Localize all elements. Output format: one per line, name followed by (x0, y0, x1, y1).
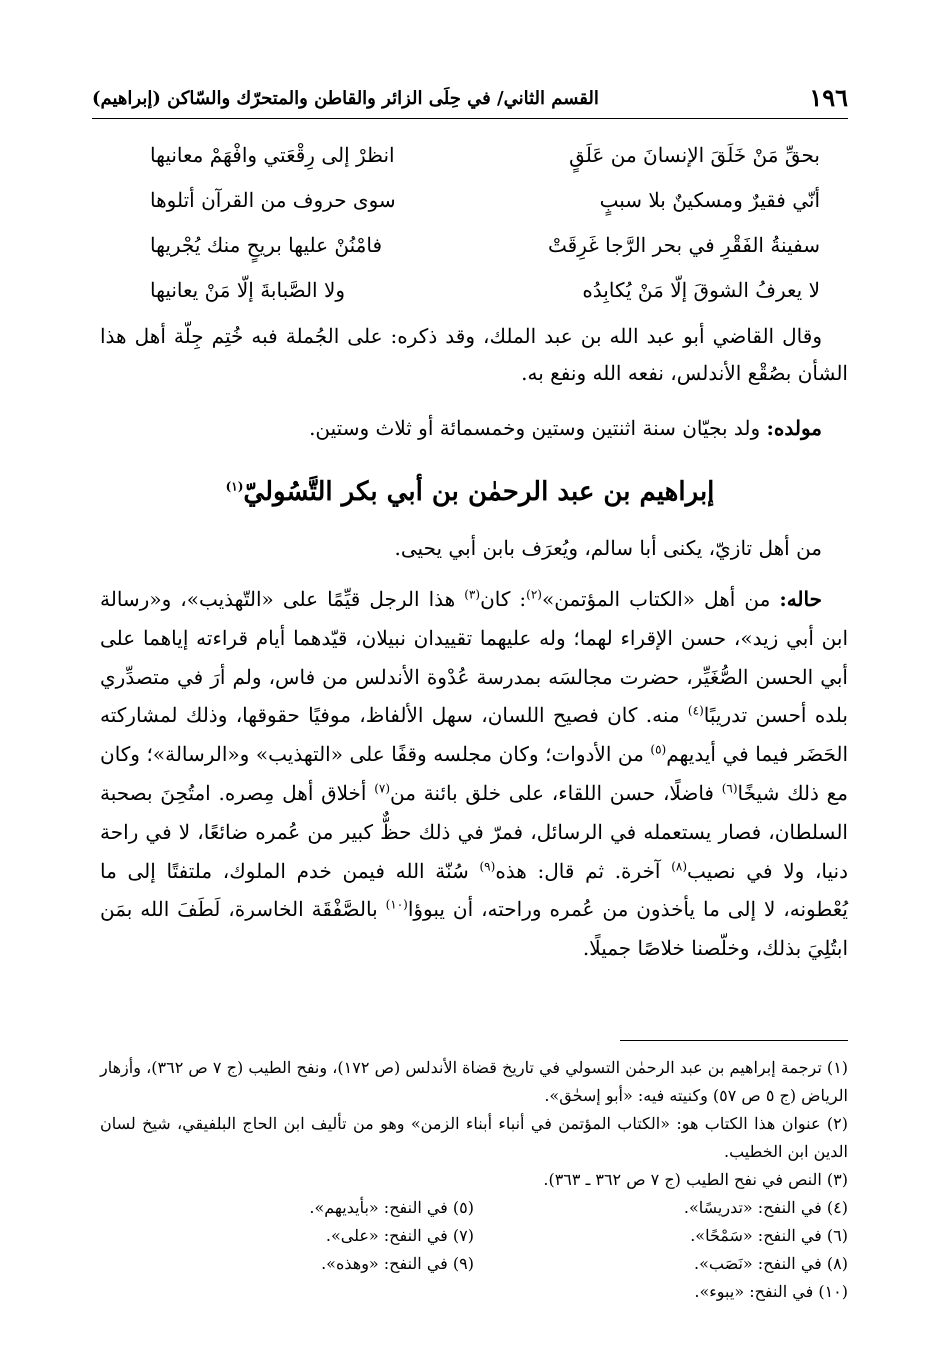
paragraph-hal (100, 580, 848, 968)
mawlid-text: ولد بجيّان سنة اثنتين وستين وخمسمائة أو ثلاث وستين. (309, 416, 761, 440)
footnote-row (100, 1278, 848, 1306)
footnote-ref[interactable]: (٢) (526, 587, 542, 602)
paragraph-text: وقال القاضي أبو عبد الله بن عبد الملك، وقد ذكره: على الجُملة فبه خُتِم جِلّة أهل هذا الشأن بصُقْع الأندلس، نفعه الله ونفع به. (100, 324, 848, 385)
hal-text: : كان (480, 587, 527, 611)
footnote-ref[interactable]: (٧) (374, 781, 391, 796)
footnote-ref[interactable]: (٣) (464, 587, 481, 602)
footnote-9: (٩) في النفح: «وهذه». (321, 1254, 474, 1273)
hal-text: فاضلًا، حسن اللقاء، على خلق بائنة من (390, 780, 722, 805)
footnote-8: (٨) في النفح: «نَصَب». (694, 1254, 848, 1273)
paragraph-qadi (100, 318, 848, 392)
footnote-4: (٤) في النفح: «تدريسًا». (683, 1198, 848, 1217)
header-rule (92, 118, 848, 119)
hal-text: من الأدوات؛ وكان مجلسه وقفًا على «التهذيب» و«الرسالة»؛ وكان مع ذلك شيخًا (100, 742, 849, 805)
hal-text: هذا الرجل قيِّمًا على «التّهذيب»، و«رسالة ابن أبي زيد»، حسن الإقراء لهما؛ وله عليهما تقييدان نبيلان، قيّدهما أيام قراءته إياهما على أبي الحسن الصُّغَيِّر، حضرت مجالسَه بمدرسة عُدْوة الأندلس من فاس، ولم أرَ في متصدِّري بلده أحسن تدريبًا (100, 587, 848, 728)
paragraph-origin (100, 530, 848, 567)
footnote-ref[interactable]: (١) (225, 479, 244, 494)
footnote-ref[interactable]: (٩) (479, 858, 496, 873)
verse (150, 132, 820, 177)
entry-title: إبراهيم بن عبد الرحمٰن بن أبي بكر التَّسُوليّ (243, 477, 715, 507)
verse-first-hemistich: لا يعرفُ الشوقَ إلّا مَنْ يُكابِدُه (582, 277, 820, 302)
footnote-6: (٦) في النفح: «سَمْحًا». (690, 1226, 848, 1245)
footnote-ref[interactable]: (١٠) (385, 897, 408, 912)
verse (150, 222, 820, 267)
footnote-row (100, 1250, 848, 1278)
page-header (92, 72, 848, 112)
footnote-ref[interactable]: (٨) (671, 858, 688, 873)
footnote-1: (١) ترجمة إبراهيم بن عبد الرحمٰن التسولي في تاريخ قضاة الأندلس (ص ١٧٢)، ونفح الطيب (ج ٧ ص ٣٦٢)، وأزهار الرياض (ج ٥ ص ٥٧) وكنيته فيه: «أبو إسحٰق». (100, 1058, 849, 1105)
verse (150, 177, 820, 222)
verse-second-hemistich: فامْنُنْ عليها بريحٍ منك يُجْريها (150, 232, 383, 257)
hal-text: منه. كان فصيح اللسان، سهل الألفاظ، موفيًا حقوقها، وذلك لمشاركته الحَضَر فيما في أيديهم (100, 703, 848, 767)
origin-text: من أهل تازيّ، يكنى أبا سالم، ويُعرَف بابن أبي يحيى. (394, 536, 822, 560)
footnote-7: (٧) في النفح: «على». (325, 1226, 474, 1245)
footnote-2: (٢) عنوان هذا الكتاب هو: «الكتاب المؤتمن في أنباء أبناء الزمن» وهو من تأليف ابن الحاج البلفيقي، شيخ لسان الدين ابن الخطيب. (100, 1114, 848, 1161)
verse-first-hemistich: أنّي فقيرٌ ومسكينٌ بلا سببٍ (599, 187, 820, 212)
paragraph-mawlid (100, 410, 848, 447)
hal-text: بالصَّفْقَة الخاسرة، لَطَفَ الله بمَن ابتُلِيَ بذلك، وخلّصنا خلاصًا جميلًا. (100, 897, 848, 961)
running-title: القسم الثاني/ في حِلَى الزائر والقاطن والمتحرّك والسّاكن (إبراهيم) (92, 88, 599, 109)
footnotes (100, 1054, 848, 1306)
verse-second-hemistich: سوى حروف من القرآن أتلوها (150, 187, 396, 212)
footnote-row (100, 1194, 848, 1222)
hal-text: من أهل «الكتاب المؤتمن» (541, 587, 771, 611)
footnote-ref[interactable]: (٦) (721, 781, 738, 796)
footnote-row (100, 1222, 848, 1250)
footnote-ref[interactable]: (٥) (650, 742, 667, 757)
hal-label: حاله: (779, 587, 822, 611)
hal-text: أخلاق أهل مِصره. امتُحِنَ بصحبة السلطان، فصار يستعمله في الرسائل، فمرّ في ذلك حظٌّ كبير من عُمره ضائعًا، لا في راحة دنيا، ولا في نصيب (100, 780, 849, 883)
verse (150, 267, 820, 312)
footnote-ref[interactable]: (٤) (687, 703, 704, 718)
hal-text: سُنّة الله فيمن خدم الملوك، ملتفتًا إلى ما يُعْطونه، لا إلى ما يأخذون من عُمره وراحته، أن يبوؤا (100, 858, 848, 922)
footnote-10: (١٠) في النفح: «يبوء». (694, 1282, 848, 1301)
mawlid-label: مولده: (766, 416, 822, 440)
verse-second-hemistich: انظرْ إلى رِقْعَتي وافْهَمْ معانيها (150, 142, 395, 167)
footnote-rule (620, 1040, 848, 1041)
footnote-3: (٣) النص في نفح الطيب (ج ٧ ص ٣٦٢ ـ ٣٦٣). (543, 1170, 848, 1189)
poem (150, 132, 820, 312)
verse-first-hemistich: سفينةُ الفَقْرِ في بحر الرَّجا غَرِقَتْ (548, 232, 820, 257)
footnote-5: (٥) في النفح: «بأيديهم». (309, 1198, 474, 1217)
verse-first-hemistich: بحقِّ مَنْ خَلَقَ الإنسانَ من عَلَقٍ (569, 142, 820, 167)
verse-second-hemistich: ولا الصَّبابةَ إلّا مَنْ يعانيها (150, 277, 346, 302)
hal-text: آخرة. ثم قال: هذه (495, 858, 672, 883)
entry-heading (92, 470, 848, 514)
page-number: ١٩٦ (809, 83, 848, 112)
